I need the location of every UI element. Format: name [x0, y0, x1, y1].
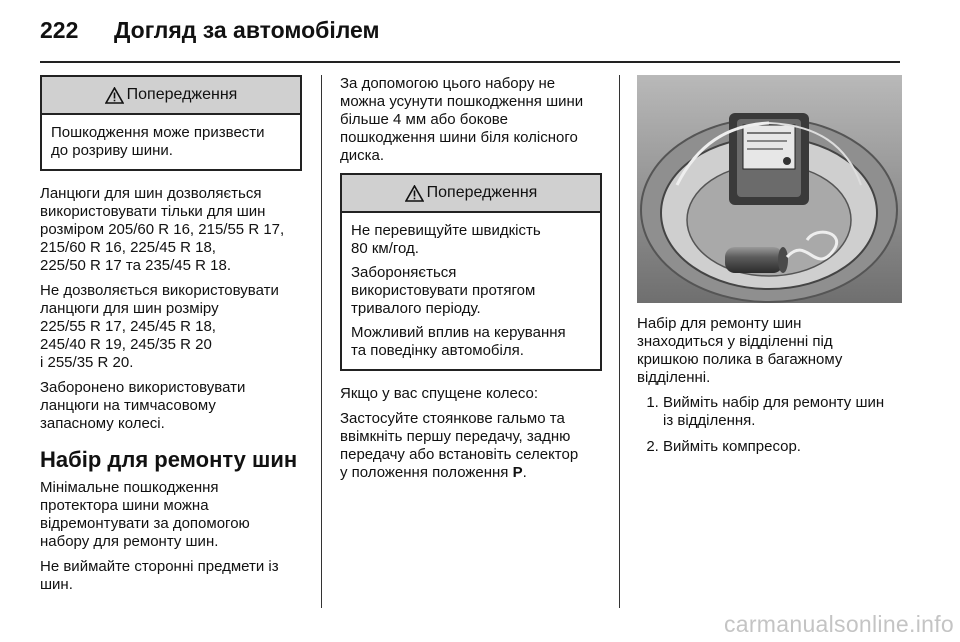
long-term-use-text: Забороняється використовувати протягом тривалого періоду. [351, 264, 536, 317]
column-divider [321, 75, 322, 608]
repair-kit-intro-paragraph: Мінімальне пошкодження протектора шини можна відремонтувати за допомогою набору для ремонту шин. [40, 479, 250, 550]
foreign-objects-paragraph: Не виймайте сторонні предмети із шин. [40, 558, 279, 593]
tire-chain-sizes-paragraph: Ланцюги для шин дозволяється використовувати тільки для шин розміром 205/60 R 16, 215/55 R 17, 215/60 R 16, 225/45 R 18, 225/50 R 17 та 235/45 R 18. [40, 185, 285, 274]
list-item: 1. Вийміть набір для ремонту шин із відділення. [663, 394, 902, 430]
warning-header [342, 175, 600, 213]
warning-title: Попередження [126, 86, 238, 103]
warning-header [42, 77, 300, 115]
speed-limit-text: Не перевищуйте швидкість 80 км/год. [351, 222, 541, 257]
warning-box [40, 75, 302, 171]
gear-position-p: P [512, 464, 523, 481]
page-header [40, 14, 900, 54]
repair-limit-paragraph: За допомогою цього набору не можна усунути пошкодження шини більше 4 мм або бокове пошкодження шини біля колісного диска. [340, 75, 584, 164]
warning-triangle-icon [105, 87, 124, 104]
column-divider [619, 75, 620, 608]
column-left [40, 75, 302, 601]
removal-steps-list [637, 394, 902, 456]
warning-box [340, 173, 602, 371]
handling-impact-text: Можливий вплив на керування та поведінку автомобіля. [351, 324, 566, 359]
kit-location-paragraph: Набір для ремонту шин знаходиться у відділенні під кришкою полика в багажному відділенні. [637, 315, 843, 386]
running-title: Догляд за автомобілем [114, 17, 380, 43]
header-divider [40, 61, 900, 63]
parking-brake-paragraph: Застосуйте стоянкове гальмо та ввімкніть першу передачу, задню передачу або встановіть селектор у положення положення P. [340, 410, 579, 481]
warning-title: Попередження [426, 184, 538, 201]
column-middle [340, 75, 602, 489]
trunk-repair-kit-photo [637, 75, 902, 303]
column-right [637, 75, 902, 464]
warning-text: Пошкодження може призвести до розриву шини. [51, 124, 265, 159]
spare-wheel-chain-paragraph: Заборонено використовувати ланцюги на тимчасовому запасному колесі. [40, 379, 246, 432]
tire-chain-restriction-paragraph: Не дозволяється використовувати ланцюги для шин розміру 225/55 R 17, 245/45 R 18, 245/40 R 19, 245/35 R 20 і 255/35 R 20. [40, 282, 279, 371]
section-heading: Набір для ремонту шин [40, 447, 298, 472]
page-number: 222 [40, 17, 79, 43]
warning-triangle-icon [405, 185, 424, 202]
flat-tire-paragraph: Якщо у вас спущене колесо: [340, 385, 539, 402]
watermark: carmanualsonline.info [723, 611, 954, 637]
list-item: 2. Вийміть компресор. [663, 438, 902, 456]
